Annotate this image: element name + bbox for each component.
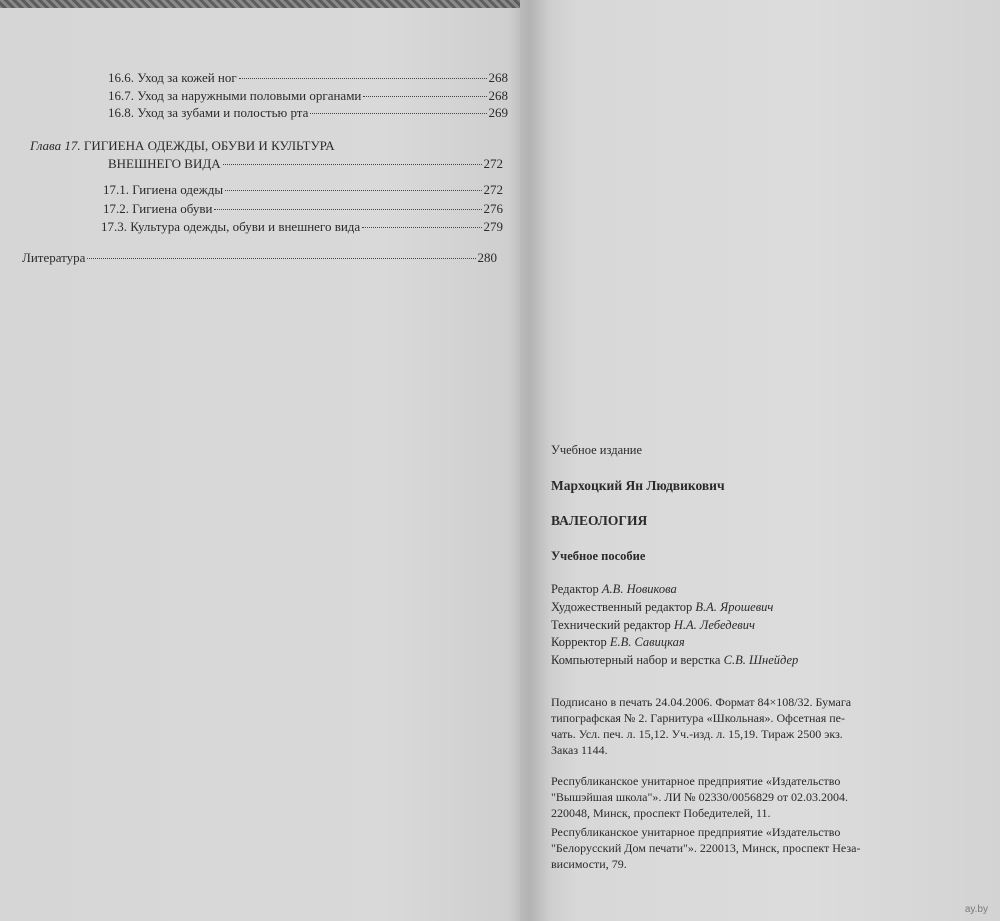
toc-item: 16.6. Уход за кожей ног 268	[108, 70, 508, 85]
credit-line: Технический редактор Н.А. Лебедевич	[551, 618, 755, 632]
book-subtitle: Учебное пособие	[551, 549, 646, 563]
credit-line: Компьютерный набор и верстка С.В. Шнейдер	[551, 653, 799, 667]
toc-item: 17.2. Гигиена обуви 276	[103, 201, 503, 216]
toc-leader	[225, 189, 481, 191]
toc-item: 17.3. Культура одежды, обуви и внешнего вида 279	[101, 219, 503, 234]
table-of-contents	[0, 0, 550, 300]
print-info-line: типографская № 2. Гарнитура «Школьная». Офсетная пе-	[551, 711, 845, 725]
print-info-line: Заказ 1144.	[551, 743, 608, 757]
toc-leader	[223, 163, 482, 165]
printer-line: висимости, 79.	[551, 857, 627, 871]
toc-leader	[239, 77, 487, 79]
toc-item: 16.8. Уход за зубами и полостью рта 269	[108, 105, 508, 120]
credit-line: Корректор Е.В. Савицкая	[551, 635, 685, 649]
book-title: ВАЛЕОЛОГИЯ	[551, 513, 648, 528]
toc-leader	[214, 208, 481, 210]
credit-line: Редактор А.В. Новикова	[551, 582, 677, 596]
toc-leader	[87, 257, 475, 259]
toc-chapter-line: ВНЕШНЕГО ВИДА 272	[108, 156, 503, 171]
credit-line: Художественный редактор В.А. Ярошевич	[551, 600, 774, 614]
toc-leader	[363, 95, 486, 97]
print-info-line: Подписано в печать 24.04.2006. Формат 84×108/32. Бумага	[551, 695, 852, 709]
author-name: Мархоцкий Ян Людвикович	[551, 478, 725, 493]
site-watermark: ay.by	[964, 904, 988, 915]
toc-leader	[362, 226, 481, 228]
toc-item: 16.7. Уход за наружными половыми органами 268	[108, 88, 508, 103]
print-info-line: чать. Усл. печ. л. 15,12. Уч.-изд. л. 15,19. Тираж 2500 экз.	[551, 727, 843, 741]
toc-literature: Литература 280	[22, 250, 497, 265]
publisher-line: "Вышэйшая школа"». ЛИ № 02330/0056829 от 02.03.2004.	[551, 790, 849, 804]
printer-line: Республиканское унитарное предприятие «Издательство	[551, 825, 841, 839]
toc-chapter-heading: Глава 17. ГИГИЕНА ОДЕЖДЫ, ОБУВИ И КУЛЬТУРА	[30, 138, 335, 153]
edition-type: Учебное издание	[551, 443, 643, 457]
publisher-line: Республиканское унитарное предприятие «Издательство	[551, 774, 841, 788]
publisher-line: 220048, Минск, проспект Победителей, 11.	[551, 806, 771, 820]
printer-line: "Белорусский Дом печати"». 220013, Минск, проспект Неза-	[551, 841, 861, 855]
toc-item: 17.1. Гигиена одежды 272	[103, 182, 503, 197]
toc-leader	[310, 112, 486, 114]
